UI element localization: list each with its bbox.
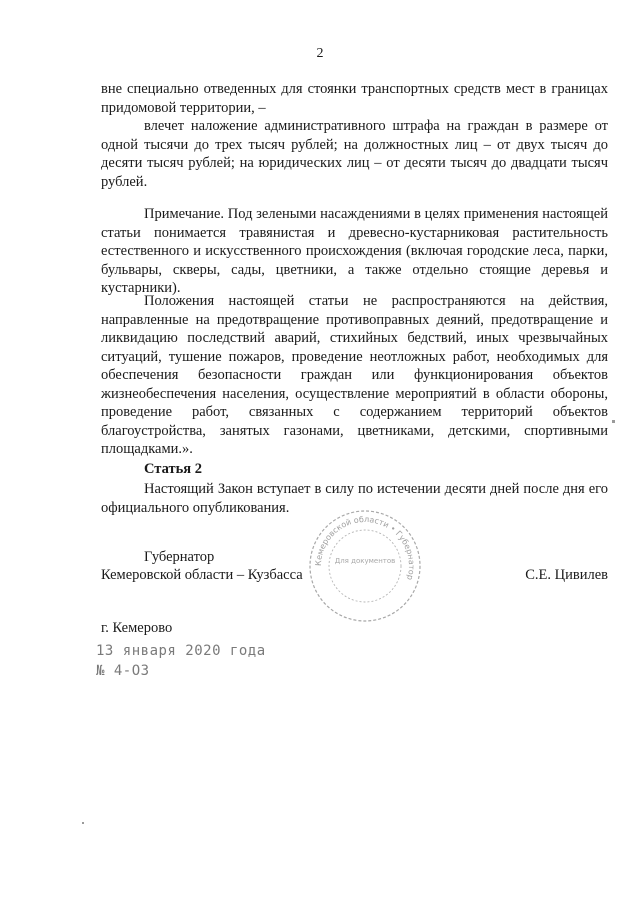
signatory-region: Кемеровской области – Кузбасса bbox=[101, 567, 303, 583]
paragraph-text: Положения настоящей статьи не распространяются на действия, направленные на предотвращение противоправных деяний, предотвращение и ликвидацию последствий аварий, стихийных бедствий, иных чрезвычайных ситуаций, тушение пожаров, проведение неотложных работ, необходимых для обеспечения безопасности граждан или функционирования объектов жизнеобеспечения населения, осуществление мероприятий в области обороны, проведение работ, связанных с содержанием территорий объектов благоустройства, занятых газонами, цветниками, детскими, спортивными площадками.». bbox=[101, 293, 608, 457]
paragraph-provisions bbox=[101, 292, 608, 459]
city: г. Кемерово bbox=[101, 620, 173, 636]
paragraph-note bbox=[101, 205, 608, 298]
paragraph-parking-violation bbox=[101, 80, 608, 117]
paragraph-text: влечет наложение административного штрафа на граждан в размере от одной тысячи до трех тысяч рублей; на должностных лиц – от двух тысяч до десяти тысяч рублей; на юридических лиц – от десяти тысяч до двадцати тысяч рублей. bbox=[101, 118, 608, 190]
signatory-title: Губернатор bbox=[144, 549, 215, 565]
seal-outer-ring bbox=[310, 511, 420, 621]
seal-ring-text: Кемеровской области • Губернатор bbox=[313, 514, 417, 582]
signatory-name: С.Е. Цивилев bbox=[525, 567, 608, 583]
article-heading: Статья 2 bbox=[144, 461, 202, 477]
registration-number-stamp: № 4-ОЗ bbox=[96, 663, 150, 679]
article-text: Настоящий Закон вступает в силу по истечении десяти дней после дня его официального опубликования. bbox=[101, 481, 608, 516]
registration-date-stamp: 13 января 2020 года bbox=[96, 643, 266, 659]
paragraph-fine bbox=[101, 117, 608, 191]
paragraph-text: вне специально отведенных для стоянки транспортных средств мест в границах придомовой территории, – bbox=[101, 81, 608, 116]
seal-inner-ring bbox=[329, 530, 401, 602]
scan-speck bbox=[612, 420, 615, 423]
seal-center-text: Для документов bbox=[334, 557, 396, 565]
scan-speck bbox=[82, 822, 84, 824]
official-seal bbox=[307, 508, 423, 624]
paragraph-text: Примечание. Под зелеными насаждениями в целях применения настоящей статьи понимается травянистая и древесно-кустарниковая растительность естественного и искусственного происхождения (включая городские леса, парки, бульвары, скверы, сады, цветники, а также отдельно стоящие деревья и кустарники). bbox=[101, 206, 608, 296]
page-number: 2 bbox=[316, 46, 324, 61]
